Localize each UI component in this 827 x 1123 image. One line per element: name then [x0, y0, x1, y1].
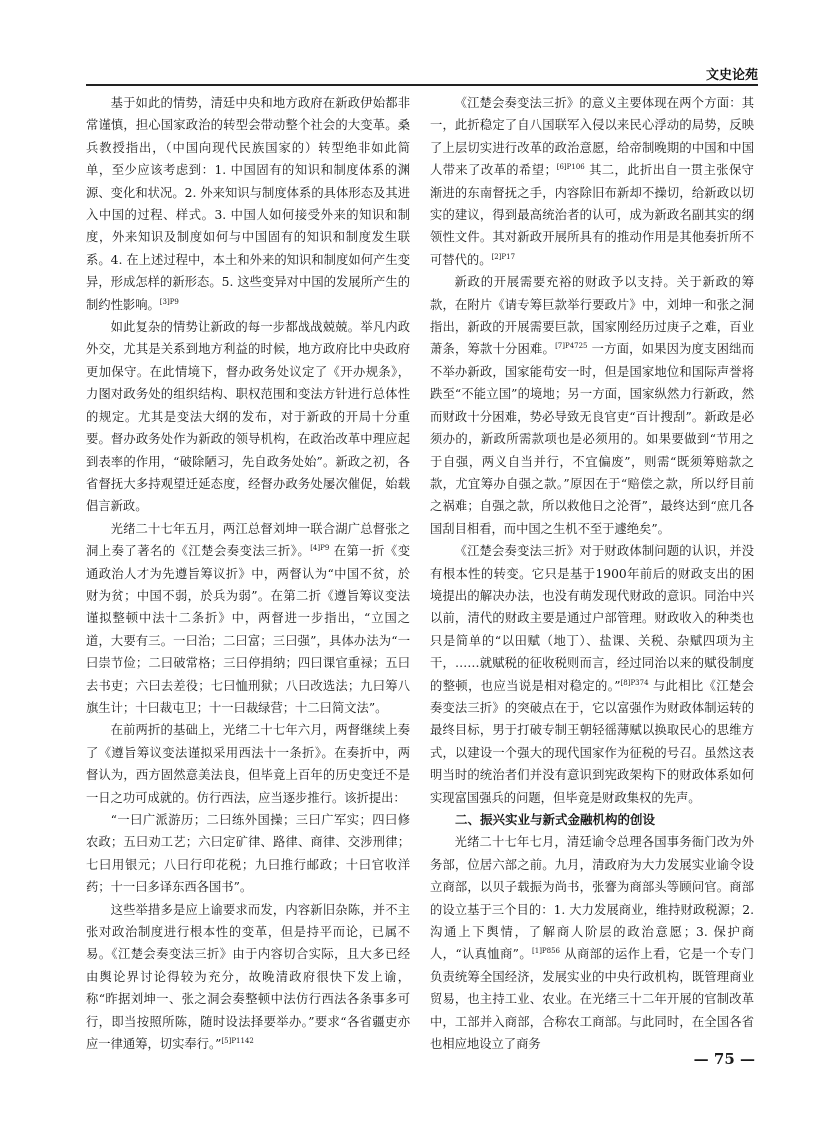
paragraph: 新政的开展需要充裕的财政予以支持。关于新政的筹款，在附片《请专筹巨款举行要政片》中，刘坤一和张之洞指出，新政的开展需要巨款，国家刚经历过庚子之难，百业萧条，筹款十分困难。$^{[7]P4725}$ 一方面，如果因为度支困绌而不举办新政，国家能苟安一时，但是国家地位和国际声誉将跌至“不能立国”的境地；另一方面，国家纵然力行新政，然而财政十分困难，势必导致无良官吏“百计搜刮”。新政是必须办的，新政所需款项也是必须用的。如果要做到“节用之于自强，两义自当并行，不宜偏废”，则需“既须筹赔款之款，尤宜筹办自强之款。”原因在于“赔偿之款，所以纾目前之祸难；自强之款，所以救他日之沦胥”，最终达到“庶几各国刮目相看，而中国之生机不至于遽绝矣”。: [430, 275, 754, 536]
paragraph: 光绪二十七年七月，清廷谕令总理各国事务衙门改为外务部，位居六部之前。九月，清政府为大力发展实业谕令设立商部，以贝子载振为尚书，张謇为商部头等顾问官。商部的设立基于三个目的：1. 大力发展商业，维持财政税源；2. 沟通上下舆情，了解商人阶层的政治意愿；3. 保护商人，“认真恤商”。$^{[1]P856}$ 从商部的运作上看，它是一个专门负责统筹全国经济，发展实业的中央行政机构，既管理商业贸易，也主持工业、农业。在光绪三十二年开展的官制改革中，工部并入商部，合称农工商部。与此同时，在全国各省也相应地设立了商务: [430, 835, 754, 1052]
citation: [8]P374: [620, 678, 649, 687]
paragraph: “一曰广派游历；二曰练外国操；三曰广军实；四曰修农政；五曰劝工艺；六曰定矿律、路律、商律、交涉刑律；七曰用银元；八曰行印花税；九曰推行邮政；十曰官收洋药；十一曰多译东西各国书”。: [86, 813, 410, 895]
paragraph: 在前两折的基础上，光绪二十七年六月，两督继续上奏了《遵旨筹议变法谨拟采用西法十一条折》。在奏折中，两督认为，西方固然意美法良，但毕竟上百年的历史变迁不是一日之功可成就的。仿行西法，应当逐步推行。该折提出：: [86, 723, 410, 805]
header-rule: [86, 84, 758, 86]
right-column: [430, 92, 754, 1055]
paragraph: 基于如此的情势，清廷中央和地方政府在新政伊始都非常谨慎，担心国家政治的转型会带动整个社会的大变革。桑兵教授指出，（中国向现代民族国家的）转型绝非如此简单，至少应该考虑到：1. 中国固有的知识和制度体系的渊源、变化和状况。2. 外来知识与制度体系的具体形态及其进入中国的过程、样式。3. 中国人如何接受外来的知识和制度，外来知识及制度如何与中国固有的知识和制度发生联系。4. 在上述过程中，本土和外来的知识和制度如何产生变异，形成怎样的新形态。5. 这些变异对中国的发展所产生的制约性影响。$^{[3]P9}$: [86, 96, 410, 312]
section-heading: 二、振兴实业与新式金融机构的创设: [455, 812, 656, 827]
paragraph: 如此复杂的情势让新政的每一步都战战兢兢。举凡内政外交，尤其是关系到地方利益的时候，地方政府比中央政府更加保守。在此情境下，督办政务处议定了《开办规条》，力图对政务处的组织结构、职权范围和变法方针进行总体性的规定。尤其是变法大纲的发布，对于新政的开局十分重要。督办政务处作为新政的领导机构，在政治改革中理应起到表率的作用，“破除陋习，先自政务处始”。新政之初，各省督抚大多持观望迁延态度，经督办政务处屡次催促，始载倡言新政。: [86, 320, 410, 514]
citation: [4]P9: [310, 544, 330, 553]
paragraph: 《江楚会奏变法三折》对于财政体制问题的认识，并没有根本性的转变。它只是基于1900年前后的财政支出的困境提出的解决办法，也没有萌发现代财政的意识。同治中兴以前，清代的财政主要是通过户部管理。财政收入的种类也只是简单的“以田赋（地丁）、盐课、关税、杂赋四项为主干，……就赋税的征收税则而言，经过同治以来的赋役制度的整顿，也应当说是相对稳定的。”$^{[8]P374}$ 与此相比《江楚会奏变法三折》的突破点在于，它以富强作为财政体制运转的最终目标，男于打破专制王朝轻徭薄赋以换取民心的思维方式，以建设一个强大的现代国家作为征税的号召。虽然这表明当时的统治者们并没有意识到宪政架构下的财政体系如何实现富国强兵的问题，但毕竟是财政集权的先声。: [430, 544, 754, 805]
citation: [7]P4725: [555, 342, 588, 351]
left-column: [86, 92, 410, 1055]
paragraph: 光绪二十七年五月，两江总督刘坤一联合湖广总督张之洞上奏了著名的《江楚会奏变法三折》。$^{[4]P9}$ 在第一折《变通政治人才为先遵旨筹议折》中，两督认为“中国不贫，於财为贫；中国不弱，於兵为弱”。在第二折《遵旨筹议变法谨拟整顿中法十二条折》中，两督进一步指出，“立国之道，大要有三。一曰治；二曰富；三曰强”，具体办法为“一曰崇节俭；二曰破常格；三曰停捐纳；四曰课官重禄；五曰去书吏；六曰去差役；七曰恤刑狱；八曰改选法；九曰筹八旗生计；十曰裁屯卫；十一曰裁绿营；十二曰简文法”。: [86, 521, 410, 715]
running-header: [86, 58, 758, 86]
page-number: — 75 —: [693, 1050, 755, 1068]
citation: [6]P106: [556, 163, 585, 172]
citation: [5]P1142: [221, 1036, 254, 1045]
citation: [3]P9: [159, 297, 179, 306]
paragraph: 这些举措多是应上谕要求而发，内容新旧杂陈，并不主张对政治制度进行根本性的变革，但是持平而论，已属不易。《江楚会奏变法三折》由于内容切合实际，且大多已经由舆论界讨论得较为充分，故晚清政府很快下发上谕，称“昨据刘坤一、张之洞会奏整顿中法仿行西法各条事多可行，即当按照所陈，随时设法择要举办。”要求“各省疆吏亦应一律通筹，切实奉行。”$^{[5]P1142}$: [86, 902, 410, 1052]
citation: [1]P856: [532, 947, 561, 956]
citation: [2]P17: [491, 252, 516, 261]
section-label: 文史论苑: [705, 68, 758, 83]
paragraph: 《江楚会奏变法三折》的意义主要体现在两个方面：其一，此折稳定了自八国联军入侵以来民心浮动的局势，反映了上层切实进行改革的政治意愿，给帝制晚期的中国和中国人带来了改革的希望；$^{[6]P106}$ 其二，此折出自一贯主张保守渐进的东南督抚之手，内容除旧布新却不操切，给新政以切实的建议，得到最高统治者的认可，成为新政名副其实的纲领性文件。其对新政开展所具有的推动作用是其他奏折所不可替代的。$^{[2]P17}$: [430, 96, 754, 267]
